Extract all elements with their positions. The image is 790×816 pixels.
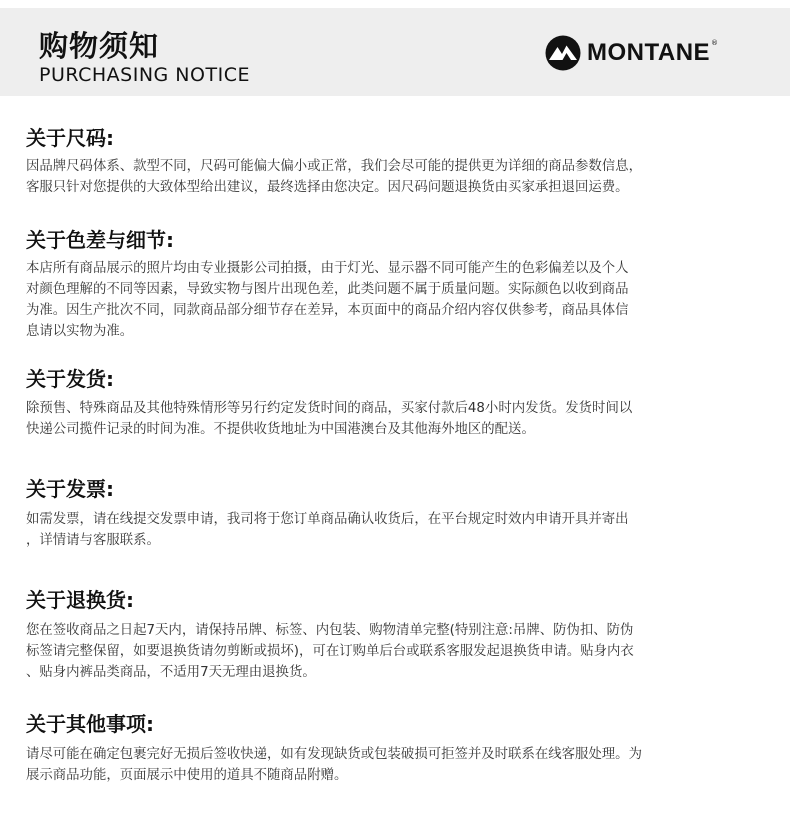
section-title: 关于发票: xyxy=(26,477,114,501)
registered-mark: ® xyxy=(711,39,719,47)
section-body xyxy=(26,509,776,551)
section-body xyxy=(26,398,776,440)
section-returns xyxy=(26,587,776,683)
section-invoice xyxy=(26,476,776,551)
body-line: 因品牌尺码体系、款型不同，尺码可能偏大偏小或正常，我们会尽可能的提供更为详细的商品参数信息， xyxy=(26,159,642,174)
section-other xyxy=(26,711,776,786)
body-line: 为准。因生产批次不同，同款商品部分细节存在差异，本页面中的商品介绍内容仅供参考，商品具体信 xyxy=(26,303,629,318)
montane-logo-icon xyxy=(545,35,581,71)
body-line: 快递公司揽件记录的时间为准。不提供收货地址为中国港澳台及其他海外地区的配送。 xyxy=(26,422,535,437)
section-title: 关于尺码: xyxy=(26,126,114,150)
section-title: 关于色差与细节: xyxy=(26,228,174,252)
body-line: ，详情请与客服联系。 xyxy=(26,533,160,548)
section-body xyxy=(26,156,776,198)
section-color-detail xyxy=(26,227,776,342)
page-subtitle: PURCHASING NOTICE xyxy=(39,64,250,86)
section-body xyxy=(26,258,776,342)
page-title: 购物须知 xyxy=(39,29,160,63)
brand-logo xyxy=(545,35,718,71)
section-size xyxy=(26,125,776,198)
body-line: 、贴身内裤品类商品，不适用7天无理由退换货。 xyxy=(26,665,316,680)
body-line: 您在签收商品之日起7天内，请保持吊牌、标签、内包装、购物清单完整(特别注意:吊牌、防伪扣、防伪 xyxy=(26,623,634,638)
brand-name: MONTANE xyxy=(587,39,711,66)
body-line: 对颜色理解的不同等因素，导致实物与图片出现色差，此类问题不属于质量问题。实际颜色以收到商品 xyxy=(26,282,629,297)
section-body xyxy=(26,744,776,786)
body-line: 客服只针对您提供的大致体型给出建议，最终选择由您决定。因尺码问题退换货由买家承担退回运费。 xyxy=(26,180,629,195)
page-header xyxy=(0,8,790,96)
section-title: 关于退换货: xyxy=(26,588,134,612)
section-title: 关于发货: xyxy=(26,367,114,391)
body-line: 展示商品功能，页面展示中使用的道具不随商品附赠。 xyxy=(26,768,348,783)
body-line: 本店所有商品展示的照片均由专业摄影公司拍摄，由于灯光、显示器不同可能产生的色彩偏差以及个人 xyxy=(26,261,629,276)
body-line: 标签请完整保留，如要退换货请勿剪断或损坏)，可在订购单后台或联系客服发起退换货申请。贴身内衣 xyxy=(26,644,634,659)
body-line: 息请以实物为准。 xyxy=(26,324,134,339)
section-title: 关于其他事项: xyxy=(26,712,154,736)
body-line: 如需发票，请在线提交发票申请，我司将于您订单商品确认收货后，在平台规定时效内申请开具并寄出 xyxy=(26,512,629,527)
section-body xyxy=(26,620,776,683)
section-shipping xyxy=(26,366,776,440)
body-line: 请尽可能在确定包裹完好无损后签收快递，如有发现缺货或包装破损可拒签并及时联系在线客服处理。为 xyxy=(26,747,642,762)
body-line: 除预售、特殊商品及其他特殊情形等另行约定发货时间的商品，买家付款后48小时内发货。发货时间以 xyxy=(26,401,633,416)
